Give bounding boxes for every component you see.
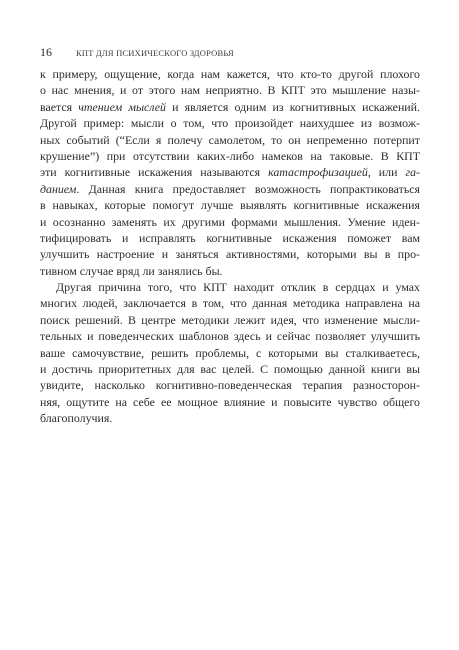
italic-term: катастрофизацией xyxy=(268,165,368,180)
text-run: и является одним из когнитивных искажений. xyxy=(165,99,420,114)
text-line: благополучия. xyxy=(40,411,113,426)
text-run: . Данная книга предоставляет возможность попрактиковаться xyxy=(76,181,420,196)
text-line xyxy=(40,181,420,197)
text-line: няя, ощутите на себе ее мощное влияние и повысите чувство общего xyxy=(40,394,420,409)
text-line: улучшить настроение и заняться активностями, которыми вы в про- xyxy=(40,247,420,262)
text-line: поиск решений. В центре методики лежит идея, что изменение мысли- xyxy=(40,312,420,327)
text-line: о нас мнения, и от этого нам неприятно. В КПТ это мышление назы- xyxy=(40,83,420,98)
text-line: увидите, насколько когнитивно-поведенческая терапия разносторон- xyxy=(40,378,420,393)
text-line: ваше самочувствие, решить проблемы, с которыми вы сталкиваетесь, xyxy=(40,345,420,360)
paragraph-1 xyxy=(40,66,420,279)
italic-term: чтением мыслей xyxy=(78,99,166,114)
page-number: 16 xyxy=(40,45,52,59)
text-run: , или xyxy=(367,165,406,180)
text-line: Другая причина того, что КПТ находит отклик в сердцах и умах xyxy=(56,280,420,295)
text-line: к примеру, ощущение, когда нам кажется, что кто-то другой плохого xyxy=(40,67,420,81)
text-line: в навыках, которые помогут лучше выявлять когнитивные искажения xyxy=(40,198,420,213)
italic-term: га- xyxy=(405,165,420,180)
text-line: ных событий (“Если я полечу самолетом, то он непременно потерпит xyxy=(40,132,420,147)
text-line: тифицировать и исправлять когнитивные искажения поможет вам xyxy=(40,230,420,245)
text-line: многих людей, заключается в том, что данная методика направлена на xyxy=(40,296,420,311)
text-line xyxy=(40,99,420,115)
text-line: тивном случае вряд ли занялись бы. xyxy=(40,263,223,278)
paragraph-2 xyxy=(40,279,420,427)
text-line: и достичь приоритетных для вас целей. С помощью данной книги вы xyxy=(40,362,420,377)
running-header xyxy=(40,45,420,59)
italic-term: данием xyxy=(40,181,77,196)
text-line xyxy=(40,164,420,180)
body-text xyxy=(40,66,420,427)
text-line: Другой пример: мысли о том, что произойдет наихудшее из возмож- xyxy=(40,116,420,131)
text-run: эти когнитивные искажения называются xyxy=(40,165,269,180)
running-title: КПТ ДЛЯ ПСИХИЧЕСКОГО ЗДОРОВЬЯ xyxy=(76,48,234,58)
text-line: тельных и поведенческих шаблонов здесь и сейчас позволяет улучшить xyxy=(40,329,420,344)
text-line: и осознанно заменять их другими формами мышления. Умение иден- xyxy=(40,214,420,229)
text-run: вается xyxy=(40,99,79,114)
text-line: крушение”) при отсутствии каких-либо намеков на таковые. В КПТ xyxy=(40,148,420,163)
